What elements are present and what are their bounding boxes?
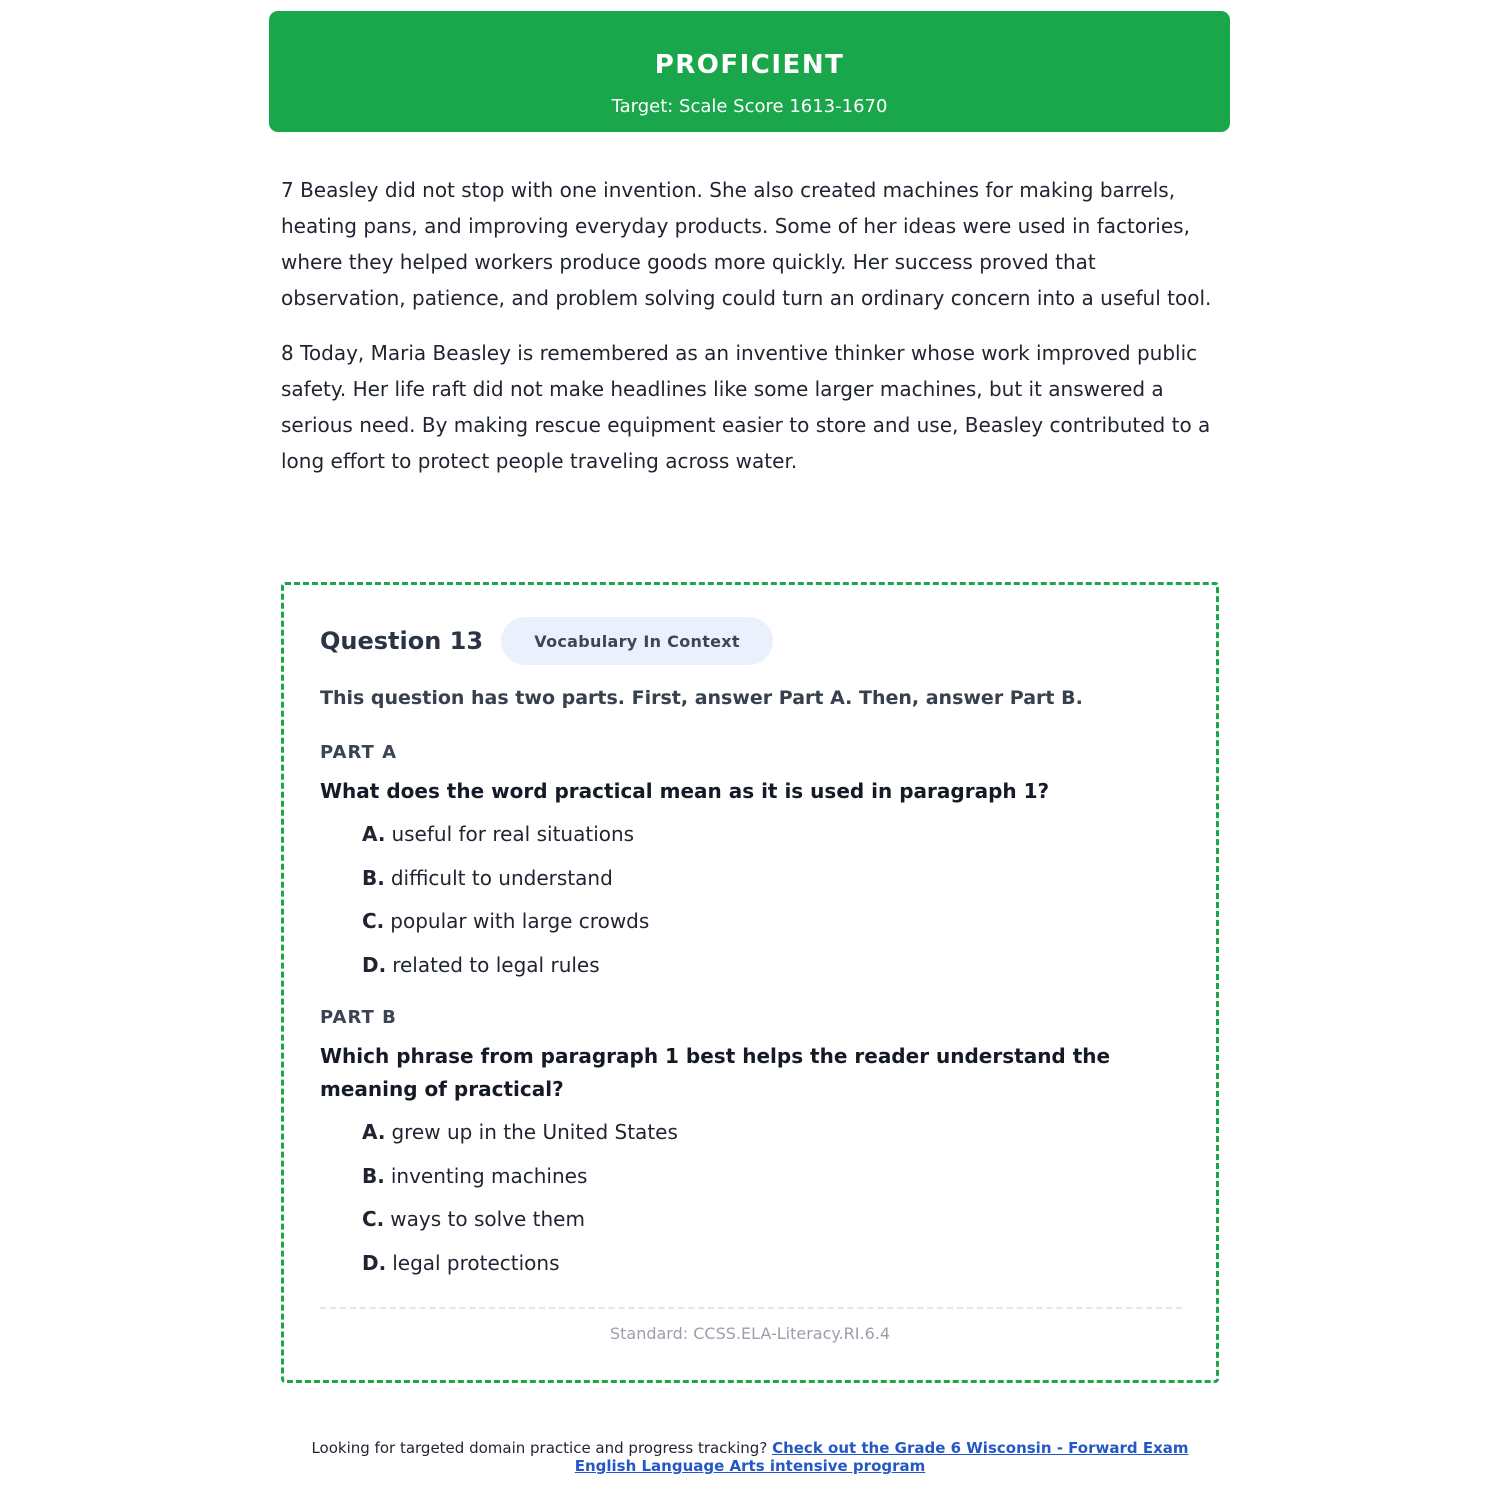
answer-choice[interactable] bbox=[362, 906, 649, 950]
choice-letter: D. bbox=[362, 953, 387, 978]
question-instructions: This question has two parts. First, answer Part A. Then, answer Part B. bbox=[320, 687, 1083, 709]
choice-text: ways to solve them bbox=[390, 1207, 585, 1232]
question-header bbox=[320, 617, 773, 665]
answer-choice[interactable] bbox=[362, 863, 649, 907]
part-b-label: PART B bbox=[320, 1007, 397, 1028]
program-link[interactable]: Check out the Grade 6 Wisconsin - Forward Exam English Language Arts intensive program bbox=[574, 1439, 1189, 1475]
choice-letter: D. bbox=[362, 1251, 387, 1276]
choice-letter: A. bbox=[362, 1120, 386, 1144]
standard-label: Standard: CCSS.ELA-Literacy.RI.6.4 bbox=[609, 1324, 891, 1343]
part-a-choices bbox=[362, 819, 649, 994]
part-b-prompt: Which phrase from paragraph 1 best helps the reader understand the meaning of practical? bbox=[320, 1044, 1111, 1101]
choice-letter: C. bbox=[362, 1207, 385, 1232]
passage-paragraph: 8 Today, Maria Beasley is remembered as an inventive thinker whose work improved public safety. Her life raft did not make headlines like some larger machines, but it answered a serious need. By making rescue equipment easier to store and use, Beasley contributed to a long effort to protect people traveling across water. bbox=[281, 341, 1211, 473]
choice-text: legal protections bbox=[392, 1251, 560, 1276]
choice-text: grew up in the United States bbox=[391, 1120, 678, 1144]
answer-choice[interactable] bbox=[362, 1248, 678, 1292]
answer-choice[interactable] bbox=[362, 1117, 678, 1161]
choice-letter: B. bbox=[362, 865, 385, 890]
choice-text: useful for real situations bbox=[391, 822, 635, 846]
part-a-label: PART A bbox=[320, 742, 397, 763]
footer-promo bbox=[280, 1439, 1220, 1475]
choice-text: popular with large crowds bbox=[390, 909, 650, 934]
passage-paragraph: 7 Beasley did not stop with one invention. She also created machines for making barrels, heating pans, and improving everyday products. Some of her ideas were used in factories, where they helped workers produce goods more quickly. Her success proved that observation, patience, and problem solving could turn an ordinary concern into a useful tool. bbox=[281, 178, 1212, 310]
choice-letter: B. bbox=[362, 1163, 385, 1188]
divider bbox=[320, 1307, 1182, 1309]
part-b-choices bbox=[362, 1117, 678, 1292]
banner-subtitle: Target: Scale Score 1613-1670 bbox=[611, 96, 888, 117]
answer-choice[interactable] bbox=[362, 819, 649, 863]
part-a-prompt: What does the word practical mean as it is used in paragraph 1? bbox=[320, 779, 1050, 803]
choice-text: related to legal rules bbox=[392, 953, 600, 978]
passage bbox=[281, 172, 1226, 498]
choice-text: difficult to understand bbox=[390, 865, 613, 890]
choice-letter: C. bbox=[362, 909, 385, 934]
question-category-badge: Vocabulary In Context bbox=[501, 617, 773, 665]
answer-choice[interactable] bbox=[362, 1204, 678, 1248]
answer-choice[interactable] bbox=[362, 950, 649, 994]
banner-title: PROFICIENT bbox=[654, 50, 845, 80]
question-card bbox=[281, 582, 1219, 1383]
question-title: Question 13 bbox=[320, 627, 484, 655]
choice-text: inventing machines bbox=[390, 1163, 588, 1188]
footer-text: Looking for targeted domain practice and progress tracking? bbox=[311, 1439, 768, 1457]
answer-choice[interactable] bbox=[362, 1161, 678, 1205]
choice-letter: A. bbox=[362, 822, 386, 846]
proficiency-banner bbox=[269, 11, 1230, 132]
